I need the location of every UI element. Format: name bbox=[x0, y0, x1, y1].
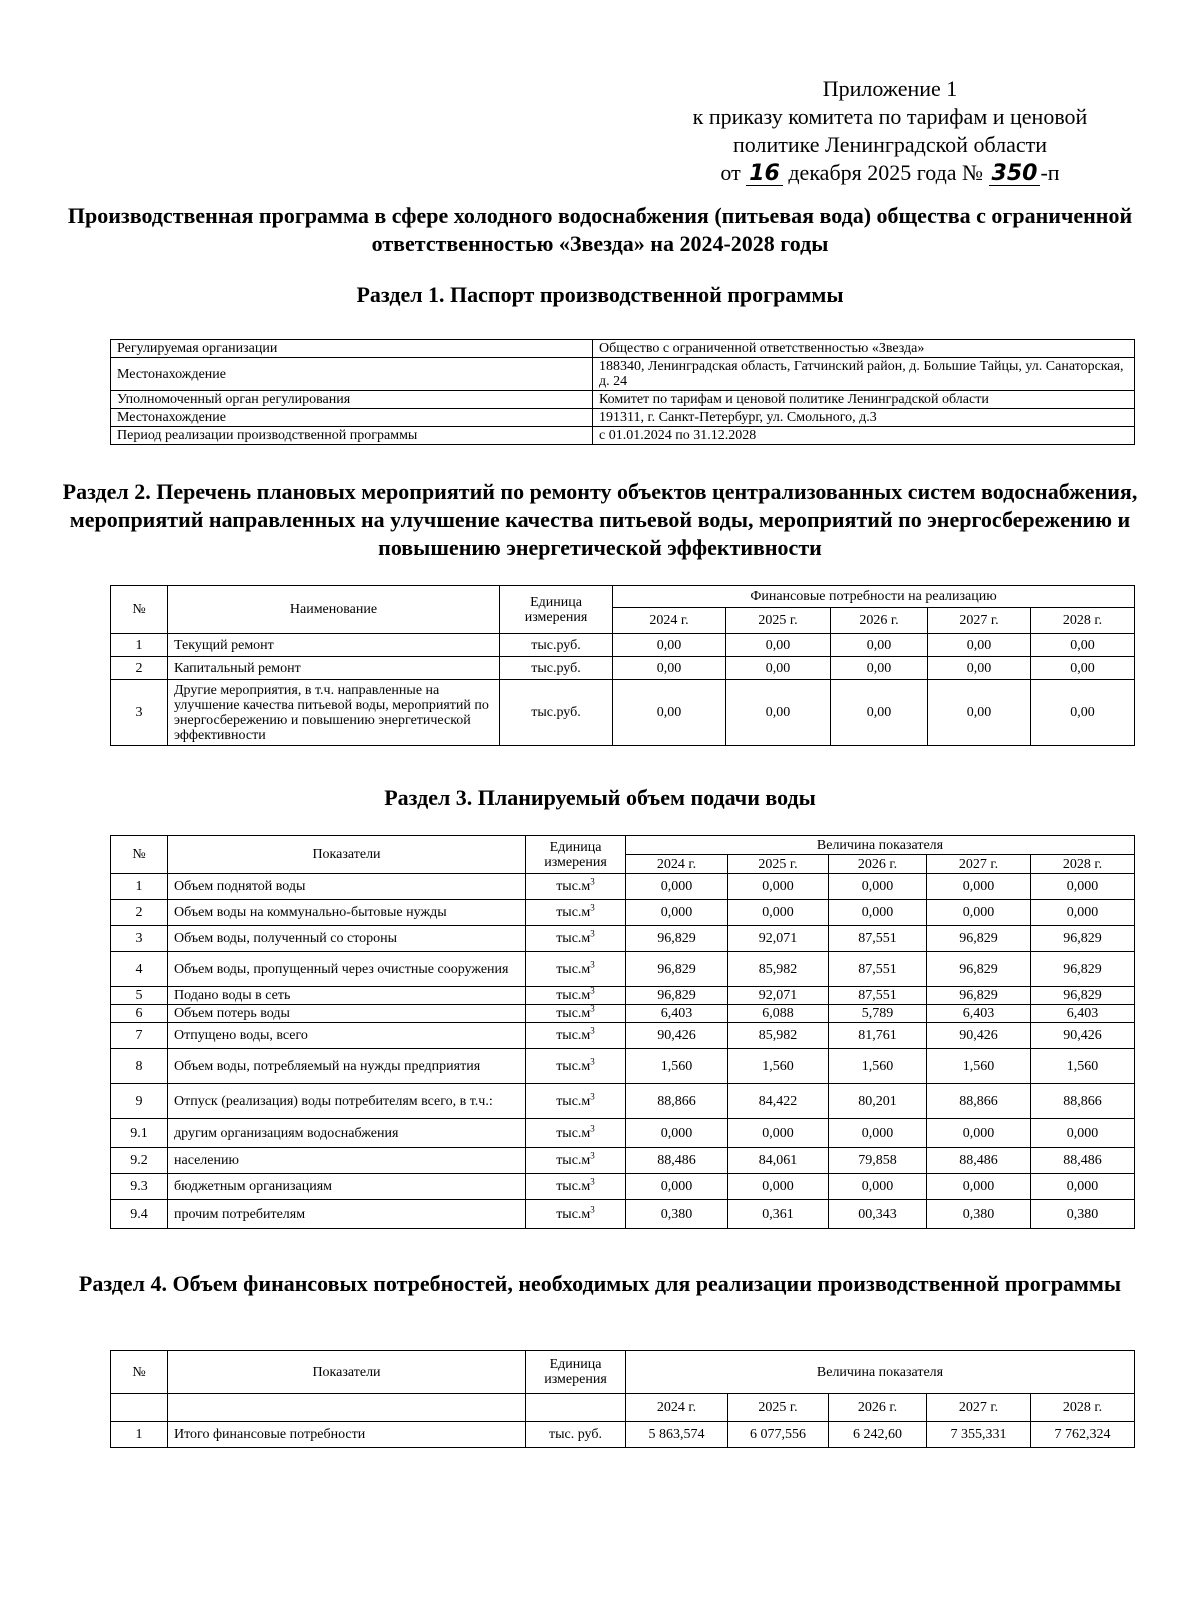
unit-base: тыс.м bbox=[556, 1206, 591, 1222]
row-value: 0,00 bbox=[928, 680, 1031, 746]
row-name: Объем воды, пропущенный через очистные сооружения bbox=[168, 952, 526, 987]
row-value: 88,486 bbox=[1031, 1148, 1135, 1174]
unit-exponent: 3 bbox=[590, 902, 595, 913]
row-unit bbox=[526, 1005, 626, 1023]
row-unit: тыс.руб. bbox=[500, 634, 613, 657]
table-row bbox=[111, 1119, 1135, 1148]
table-row bbox=[111, 680, 1135, 746]
header-no: № bbox=[111, 586, 168, 634]
table-row bbox=[111, 1422, 1135, 1448]
unit-base: тыс.м bbox=[556, 1093, 591, 1109]
row-value: 84,422 bbox=[728, 1084, 829, 1119]
row-unit bbox=[526, 1174, 626, 1200]
row-name: другим организациям водоснабжения bbox=[168, 1119, 526, 1148]
row-value: 6 077,556 bbox=[728, 1422, 829, 1448]
header-no: № bbox=[111, 1351, 168, 1394]
table-row bbox=[111, 874, 1135, 900]
header-unit: Единица измерения bbox=[526, 1351, 626, 1394]
section-2-title: Раздел 2. Перечень плановых мероприятий по ремонту объектов централизованных систем водоснабжения, мероприятий направленных на улучшение качества питьевой воды, мероприятий по энергосбережению и повышению энергетической эффективности bbox=[62, 479, 1138, 560]
row-name: Объем воды, потребляемый на нужды предприятия bbox=[168, 1049, 526, 1084]
row-unit bbox=[526, 1200, 626, 1229]
row-value: 0,000 bbox=[1031, 874, 1135, 900]
row-unit: тыс.руб. bbox=[500, 657, 613, 680]
row-value: 1,560 bbox=[829, 1049, 927, 1084]
table-row bbox=[111, 1023, 1135, 1049]
appendix-line-1: Приложение 1 bbox=[822, 76, 958, 101]
row-value: 96,829 bbox=[927, 987, 1031, 1005]
row-value: 0,380 bbox=[626, 1200, 728, 1229]
row-no: 9.1 bbox=[111, 1119, 168, 1148]
row-value: 0,380 bbox=[1031, 1200, 1135, 1229]
row-no: 9 bbox=[111, 1084, 168, 1119]
row-no: 9.3 bbox=[111, 1174, 168, 1200]
empty-cell bbox=[526, 1394, 626, 1422]
financial-needs-table bbox=[110, 1350, 1135, 1448]
row-unit: тыс. руб. bbox=[526, 1422, 626, 1448]
table-header-row bbox=[111, 1394, 1135, 1422]
unit-exponent: 3 bbox=[590, 1176, 595, 1187]
row-value: 87,551 bbox=[829, 987, 927, 1005]
row-value: 0,00 bbox=[928, 634, 1031, 657]
row-value: 0,000 bbox=[728, 1174, 829, 1200]
section-4-title: Раздел 4. Объем финансовых потребностей, необходимых для реализации производственной программы bbox=[78, 1271, 1122, 1296]
row-name: Объем воды на коммунально-бытовые нужды bbox=[168, 900, 526, 926]
row-value: 0,000 bbox=[829, 874, 927, 900]
unit-exponent: 3 bbox=[590, 985, 595, 996]
row-name: Отпуск (реализация) воды потребителям всего, в т.ч.: bbox=[168, 1084, 526, 1119]
row-name: Отпущено воды, всего bbox=[168, 1023, 526, 1049]
row-value: 0,000 bbox=[1031, 1119, 1135, 1148]
row-value: 88,486 bbox=[626, 1148, 728, 1174]
row-value: 90,426 bbox=[927, 1023, 1031, 1049]
table-row bbox=[111, 340, 1135, 358]
passport-label: Уполномоченный орган регулирования bbox=[111, 391, 593, 409]
header-year: 2026 г. bbox=[831, 608, 928, 634]
section-1-title: Раздел 1. Паспорт производственной программы bbox=[356, 282, 844, 307]
row-value: 96,829 bbox=[1031, 987, 1135, 1005]
passport-value: с 01.01.2024 по 31.12.2028 bbox=[593, 427, 1135, 445]
passport-table bbox=[110, 339, 1135, 445]
row-value: 88,866 bbox=[1031, 1084, 1135, 1119]
row-name: Объем потерь воды bbox=[168, 1005, 526, 1023]
row-value: 0,000 bbox=[927, 874, 1031, 900]
row-value: 00,343 bbox=[829, 1200, 927, 1229]
unit-exponent: 3 bbox=[590, 958, 595, 969]
row-value: 0,00 bbox=[1031, 680, 1135, 746]
row-value: 7 762,324 bbox=[1031, 1422, 1135, 1448]
header-year: 2024 г. bbox=[626, 1394, 728, 1422]
header-year: 2025 г. bbox=[728, 1394, 829, 1422]
row-name: Текущий ремонт bbox=[168, 634, 500, 657]
table-row bbox=[111, 358, 1135, 391]
row-no: 3 bbox=[111, 680, 168, 746]
row-value: 1,560 bbox=[1031, 1049, 1135, 1084]
table-row bbox=[111, 634, 1135, 657]
unit-base: тыс.м bbox=[556, 905, 591, 920]
row-value: 96,829 bbox=[1031, 926, 1135, 952]
appendix-line-3: политике Ленинградской области bbox=[732, 132, 1047, 157]
row-value: 0,000 bbox=[1031, 900, 1135, 926]
row-value: 0,00 bbox=[726, 657, 831, 680]
unit-base: тыс.м bbox=[556, 1006, 591, 1021]
unit-exponent: 3 bbox=[590, 876, 595, 887]
row-no: 8 bbox=[111, 1049, 168, 1084]
table-row bbox=[111, 926, 1135, 952]
row-value: 96,829 bbox=[626, 952, 728, 987]
row-name: Другие мероприятия, в т.ч. направленные на улучшение качества питьевой воды, мероприятий по энергосбережению и повышению энергетической эффективности bbox=[168, 680, 500, 746]
header-year: 2028 г. bbox=[1031, 608, 1135, 634]
passport-label: Период реализации производственной программы bbox=[111, 427, 593, 445]
row-value: 0,361 bbox=[728, 1200, 829, 1229]
row-no: 5 bbox=[111, 987, 168, 1005]
row-value: 0,000 bbox=[626, 1119, 728, 1148]
row-name: населению bbox=[168, 1148, 526, 1174]
unit-base: тыс.м bbox=[556, 1125, 591, 1141]
table-row bbox=[111, 1200, 1135, 1229]
header-year: 2027 г. bbox=[927, 1394, 1031, 1422]
row-no: 3 bbox=[111, 926, 168, 952]
row-value: 87,551 bbox=[829, 952, 927, 987]
row-unit bbox=[526, 987, 626, 1005]
table-row bbox=[111, 987, 1135, 1005]
passport-value: Общество с ограниченной ответственностью «Звезда» bbox=[593, 340, 1135, 358]
row-value: 0,00 bbox=[1031, 634, 1135, 657]
row-value: 6,088 bbox=[728, 1005, 829, 1023]
row-value: 92,071 bbox=[728, 926, 829, 952]
table-header-row bbox=[111, 586, 1135, 608]
row-unit bbox=[526, 874, 626, 900]
row-no: 9.4 bbox=[111, 1200, 168, 1229]
row-value: 85,982 bbox=[728, 952, 829, 987]
row-value: 0,00 bbox=[726, 634, 831, 657]
row-value: 0,00 bbox=[613, 680, 726, 746]
table-row bbox=[111, 427, 1135, 445]
row-value: 5 863,574 bbox=[626, 1422, 728, 1448]
row-unit bbox=[526, 926, 626, 952]
passport-label: Местонахождение bbox=[111, 409, 593, 427]
passport-value: 188340, Ленинградская область, Гатчинский район, д. Большие Тайцы, ул. Санаторская, д. 24 bbox=[593, 358, 1135, 391]
unit-base: тыс.м bbox=[556, 961, 591, 977]
unit-exponent: 3 bbox=[590, 1090, 595, 1101]
row-value: 0,000 bbox=[829, 1119, 927, 1148]
section-3-title: Раздел 3. Планируемый объем подачи воды bbox=[384, 785, 816, 810]
table-row bbox=[111, 1084, 1135, 1119]
row-value: 96,829 bbox=[927, 926, 1031, 952]
row-unit: тыс.руб. bbox=[500, 680, 613, 746]
table-row bbox=[111, 657, 1135, 680]
order-suffix: -п bbox=[1040, 160, 1060, 185]
unit-exponent: 3 bbox=[590, 1003, 595, 1014]
row-unit bbox=[526, 1023, 626, 1049]
row-unit bbox=[526, 1148, 626, 1174]
header-no: № bbox=[111, 836, 168, 874]
row-no: 1 bbox=[111, 1422, 168, 1448]
passport-value: 191311, г. Санкт-Петербург, ул. Смольного, д.3 bbox=[593, 409, 1135, 427]
row-value: 92,071 bbox=[728, 987, 829, 1005]
unit-exponent: 3 bbox=[590, 1122, 595, 1133]
empty-cell bbox=[111, 1394, 168, 1422]
row-value: 88,866 bbox=[626, 1084, 728, 1119]
unit-exponent: 3 bbox=[590, 1055, 595, 1066]
unit-base: тыс.м bbox=[556, 1028, 591, 1043]
unit-exponent: 3 bbox=[590, 1203, 595, 1214]
header-year: 2025 г. bbox=[728, 855, 829, 874]
row-value: 90,426 bbox=[1031, 1023, 1135, 1049]
row-value: 84,061 bbox=[728, 1148, 829, 1174]
unit-exponent: 3 bbox=[590, 1025, 595, 1036]
row-value: 6,403 bbox=[626, 1005, 728, 1023]
header-financial-needs: Финансовые потребности на реализацию bbox=[613, 586, 1135, 608]
unit-base: тыс.м bbox=[556, 931, 591, 946]
header-unit: Единица измерения bbox=[500, 586, 613, 634]
row-value: 0,000 bbox=[728, 900, 829, 926]
row-value: 96,829 bbox=[626, 926, 728, 952]
passport-label: Местонахождение bbox=[111, 358, 593, 391]
table-row bbox=[111, 900, 1135, 926]
row-value: 0,380 bbox=[927, 1200, 1031, 1229]
row-unit bbox=[526, 900, 626, 926]
header-indicator-value: Величина показателя bbox=[626, 1351, 1135, 1394]
table-header-row bbox=[111, 836, 1135, 855]
header-indicator-value: Величина показателя bbox=[626, 836, 1135, 855]
row-value: 0,00 bbox=[831, 657, 928, 680]
row-value: 79,858 bbox=[829, 1148, 927, 1174]
row-value: 6,403 bbox=[927, 1005, 1031, 1023]
table-row bbox=[111, 952, 1135, 987]
row-no: 2 bbox=[111, 657, 168, 680]
order-day: 16 bbox=[746, 163, 783, 186]
appendix-block bbox=[640, 75, 1140, 187]
row-value: 0,000 bbox=[1031, 1174, 1135, 1200]
header-year: 2027 г. bbox=[928, 608, 1031, 634]
row-value: 96,829 bbox=[626, 987, 728, 1005]
passport-label: Регулируемая организации bbox=[111, 340, 593, 358]
row-value: 96,829 bbox=[1031, 952, 1135, 987]
row-value: 0,00 bbox=[1031, 657, 1135, 680]
unit-base: тыс.м bbox=[556, 1058, 591, 1074]
document-title: Производственная программа в сфере холодного водоснабжения (питьевая вода) общества с ограниченной ответственностью «Звезда» на 2024-2028 годы bbox=[67, 203, 1133, 256]
date-middle: декабря 2025 года № bbox=[788, 160, 984, 185]
row-name: Капитальный ремонт bbox=[168, 657, 500, 680]
row-no: 4 bbox=[111, 952, 168, 987]
row-value: 88,486 bbox=[927, 1148, 1031, 1174]
row-value: 87,551 bbox=[829, 926, 927, 952]
header-year: 2026 г. bbox=[829, 855, 927, 874]
header-unit: Единица измерения bbox=[526, 836, 626, 874]
header-year: 2024 г. bbox=[626, 855, 728, 874]
date-prefix: от bbox=[720, 160, 741, 185]
row-value: 0,000 bbox=[927, 1174, 1031, 1200]
row-no: 9.2 bbox=[111, 1148, 168, 1174]
empty-cell bbox=[168, 1394, 526, 1422]
row-value: 1,560 bbox=[626, 1049, 728, 1084]
header-year: 2025 г. bbox=[726, 608, 831, 634]
table-row bbox=[111, 1049, 1135, 1084]
order-number: 350 bbox=[989, 163, 1041, 186]
row-value: 90,426 bbox=[626, 1023, 728, 1049]
row-no: 7 bbox=[111, 1023, 168, 1049]
row-value: 0,000 bbox=[927, 900, 1031, 926]
row-value: 85,982 bbox=[728, 1023, 829, 1049]
row-name: бюджетным организациям bbox=[168, 1174, 526, 1200]
row-value: 0,000 bbox=[829, 1174, 927, 1200]
unit-base: тыс.м bbox=[556, 1179, 591, 1194]
row-value: 0,000 bbox=[829, 900, 927, 926]
row-value: 1,560 bbox=[728, 1049, 829, 1084]
unit-exponent: 3 bbox=[590, 928, 595, 939]
row-value: 1,560 bbox=[927, 1049, 1031, 1084]
row-value: 0,00 bbox=[613, 634, 726, 657]
header-name: Показатели bbox=[168, 836, 526, 874]
row-value: 88,866 bbox=[927, 1084, 1031, 1119]
row-unit bbox=[526, 1084, 626, 1119]
table-row bbox=[111, 391, 1135, 409]
row-value: 6,403 bbox=[1031, 1005, 1135, 1023]
row-no: 1 bbox=[111, 874, 168, 900]
row-value: 5,789 bbox=[829, 1005, 927, 1023]
row-no: 6 bbox=[111, 1005, 168, 1023]
row-name: Итого финансовые потребности bbox=[168, 1422, 526, 1448]
header-year: 2027 г. bbox=[927, 855, 1031, 874]
row-value: 0,000 bbox=[927, 1119, 1031, 1148]
water-volume-rows bbox=[111, 874, 1135, 1229]
row-value: 0,00 bbox=[831, 634, 928, 657]
row-value: 0,00 bbox=[726, 680, 831, 746]
row-unit bbox=[526, 952, 626, 987]
row-name: Подано воды в сеть bbox=[168, 987, 526, 1005]
row-value: 96,829 bbox=[927, 952, 1031, 987]
measures-table bbox=[110, 585, 1135, 746]
row-value: 0,000 bbox=[728, 1119, 829, 1148]
table-row bbox=[111, 1005, 1135, 1023]
table-header-row bbox=[111, 1351, 1135, 1394]
unit-base: тыс.м bbox=[556, 988, 591, 1003]
water-volume-table bbox=[110, 835, 1135, 1229]
unit-exponent: 3 bbox=[590, 1150, 595, 1161]
row-value: 0,000 bbox=[728, 874, 829, 900]
appendix-line-2: к приказу комитета по тарифам и ценовой bbox=[692, 104, 1088, 129]
row-name: прочим потребителям bbox=[168, 1200, 526, 1229]
row-name: Объем поднятой воды bbox=[168, 874, 526, 900]
row-value: 0,00 bbox=[613, 657, 726, 680]
row-name: Объем воды, полученный со стороны bbox=[168, 926, 526, 952]
table-row bbox=[111, 1148, 1135, 1174]
unit-base: тыс.м bbox=[556, 879, 591, 894]
row-no: 2 bbox=[111, 900, 168, 926]
row-value: 0,000 bbox=[626, 1174, 728, 1200]
row-unit bbox=[526, 1119, 626, 1148]
row-no: 1 bbox=[111, 634, 168, 657]
header-name: Наименование bbox=[168, 586, 500, 634]
row-value: 80,201 bbox=[829, 1084, 927, 1119]
header-year: 2028 г. bbox=[1031, 1394, 1135, 1422]
appendix-date-line bbox=[640, 159, 1140, 187]
header-year: 2028 г. bbox=[1031, 855, 1135, 874]
unit-base: тыс.м bbox=[556, 1153, 591, 1168]
row-unit bbox=[526, 1049, 626, 1084]
row-value: 0,000 bbox=[626, 900, 728, 926]
table-row bbox=[111, 1174, 1135, 1200]
row-value: 0,000 bbox=[626, 874, 728, 900]
row-value: 6 242,60 bbox=[829, 1422, 927, 1448]
passport-value: Комитет по тарифам и ценовой политике Ленинградской области bbox=[593, 391, 1135, 409]
row-value: 0,00 bbox=[831, 680, 928, 746]
row-value: 81,761 bbox=[829, 1023, 927, 1049]
row-value: 7 355,331 bbox=[927, 1422, 1031, 1448]
header-name: Показатели bbox=[168, 1351, 526, 1394]
table-row bbox=[111, 409, 1135, 427]
row-value: 0,00 bbox=[928, 657, 1031, 680]
header-year: 2026 г. bbox=[829, 1394, 927, 1422]
header-year: 2024 г. bbox=[613, 608, 726, 634]
